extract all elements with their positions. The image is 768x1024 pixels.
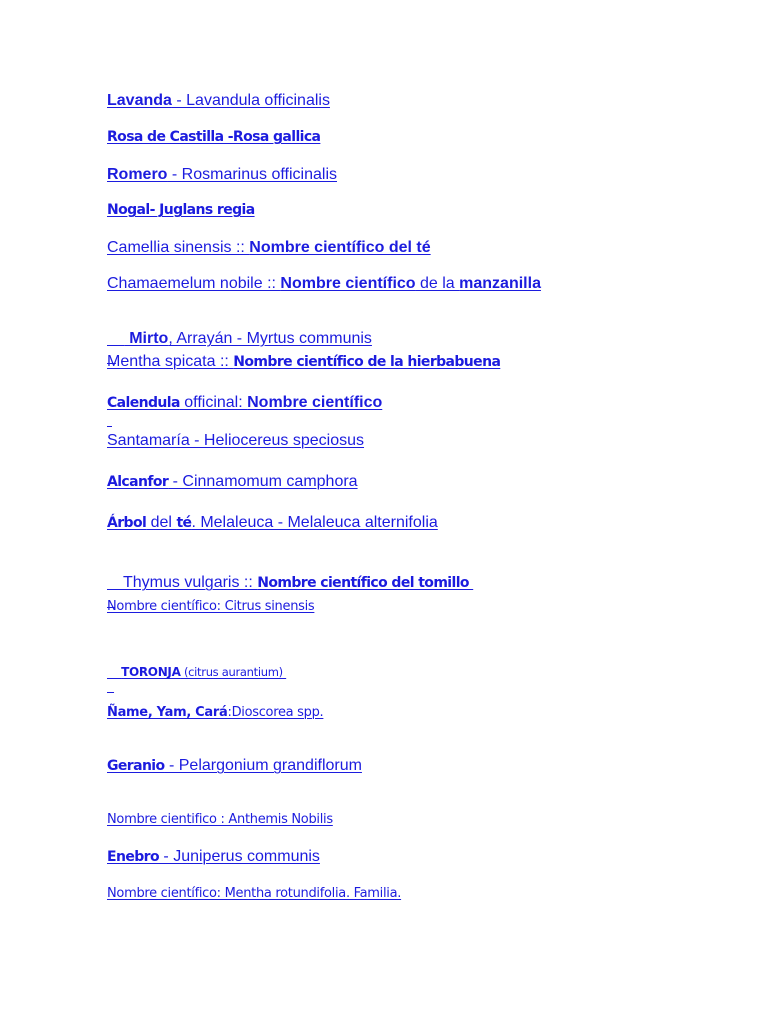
link-text: - Pelargonium grandiflorum <box>164 757 362 774</box>
link-text: :Dioscorea spp. <box>227 705 324 720</box>
link-mentha-spicata[interactable] <box>107 353 500 371</box>
link-mentha-rotundifolia[interactable] <box>107 886 401 901</box>
link-text-bold: Mirto <box>124 330 169 347</box>
link-text: officinal: <box>179 394 248 411</box>
link-alcanfor[interactable] <box>107 473 358 491</box>
link-text: Mentha spicata :: <box>107 353 234 370</box>
link-enebro[interactable] <box>107 848 320 866</box>
link-text-bold: té <box>176 515 192 531</box>
link-text: - Rosmarinus officinalis <box>167 166 337 183</box>
link-text-bold: Enebro <box>107 849 159 865</box>
link-santamaria[interactable] <box>107 432 364 450</box>
link-text-bold: manzanilla <box>459 275 541 292</box>
link-citrus-sinensis[interactable] <box>107 599 314 614</box>
link-text-bold: TORONJA <box>121 665 181 679</box>
link-text: , Arrayán - Myrtus communis <box>168 330 372 347</box>
link-text: Nombre científico: Citrus sinensis <box>107 599 315 614</box>
link-text-bold: Nombre científico de la hierbabuena <box>233 354 501 370</box>
link-text: Chamaemelum nobile :: <box>107 275 281 292</box>
link-text: Santamaría - Heliocereus speciosus <box>107 432 365 449</box>
link-romero[interactable] <box>107 166 337 184</box>
link-calendula[interactable] <box>107 394 382 412</box>
link-text-bold: Nombre científico del tomillo <box>257 575 474 591</box>
link-text: (citrus aurantium) <box>180 665 287 679</box>
link-text: Camellia sinensis :: <box>107 239 250 256</box>
link-geranio[interactable] <box>107 757 362 775</box>
link-text: - Juniperus communis <box>158 848 320 865</box>
link-text: Rosa de Castilla -Rosa gallica <box>107 129 321 145</box>
stray-underline <box>107 426 112 427</box>
link-text-bold: Calendula <box>107 395 180 411</box>
link-text-bold: Nombre científico del té <box>249 239 431 256</box>
link-chamaemelum-nobile[interactable] <box>107 275 541 293</box>
link-text: Thymus vulgaris :: <box>123 574 258 591</box>
link-text: Nogal- Juglans regia <box>107 202 255 218</box>
link-text: - Cinnamomum camphora <box>168 473 358 490</box>
link-text-bold: Lavanda <box>107 92 172 109</box>
link-rosa-de-castilla[interactable] <box>107 129 320 145</box>
link-text-bold: Alcanfor <box>107 474 169 490</box>
link-text: del <box>146 514 177 531</box>
link-text-bold: Nombre científico <box>280 275 416 292</box>
link-anthemis-nobilis[interactable] <box>107 812 333 827</box>
link-text: - Lavandula officinalis <box>171 92 330 109</box>
link-text: . Melaleuca - Melaleuca alternifolia <box>191 514 438 531</box>
link-text: Nombre científico: Mentha rotundifolia. Familia. <box>107 886 402 901</box>
link-text-bold: Árbol <box>107 515 147 531</box>
link-text-bold: Nombre científico <box>247 394 383 411</box>
link-toronja[interactable] <box>107 651 286 693</box>
link-name-yam-cara[interactable] <box>107 705 323 720</box>
link-text-bold: Romero <box>107 166 168 183</box>
link-text-bold: Ñame, Yam, Cará <box>107 705 228 720</box>
link-nogal[interactable] <box>107 202 255 218</box>
link-camellia-sinensis[interactable] <box>107 239 431 257</box>
link-text: de la <box>415 275 460 292</box>
link-lavanda[interactable] <box>107 92 330 110</box>
link-arbol-del-te[interactable] <box>107 514 438 532</box>
link-text-bold: Geranio <box>107 758 165 774</box>
link-text: Nombre cientifico : Anthemis Nobilis <box>107 812 333 827</box>
